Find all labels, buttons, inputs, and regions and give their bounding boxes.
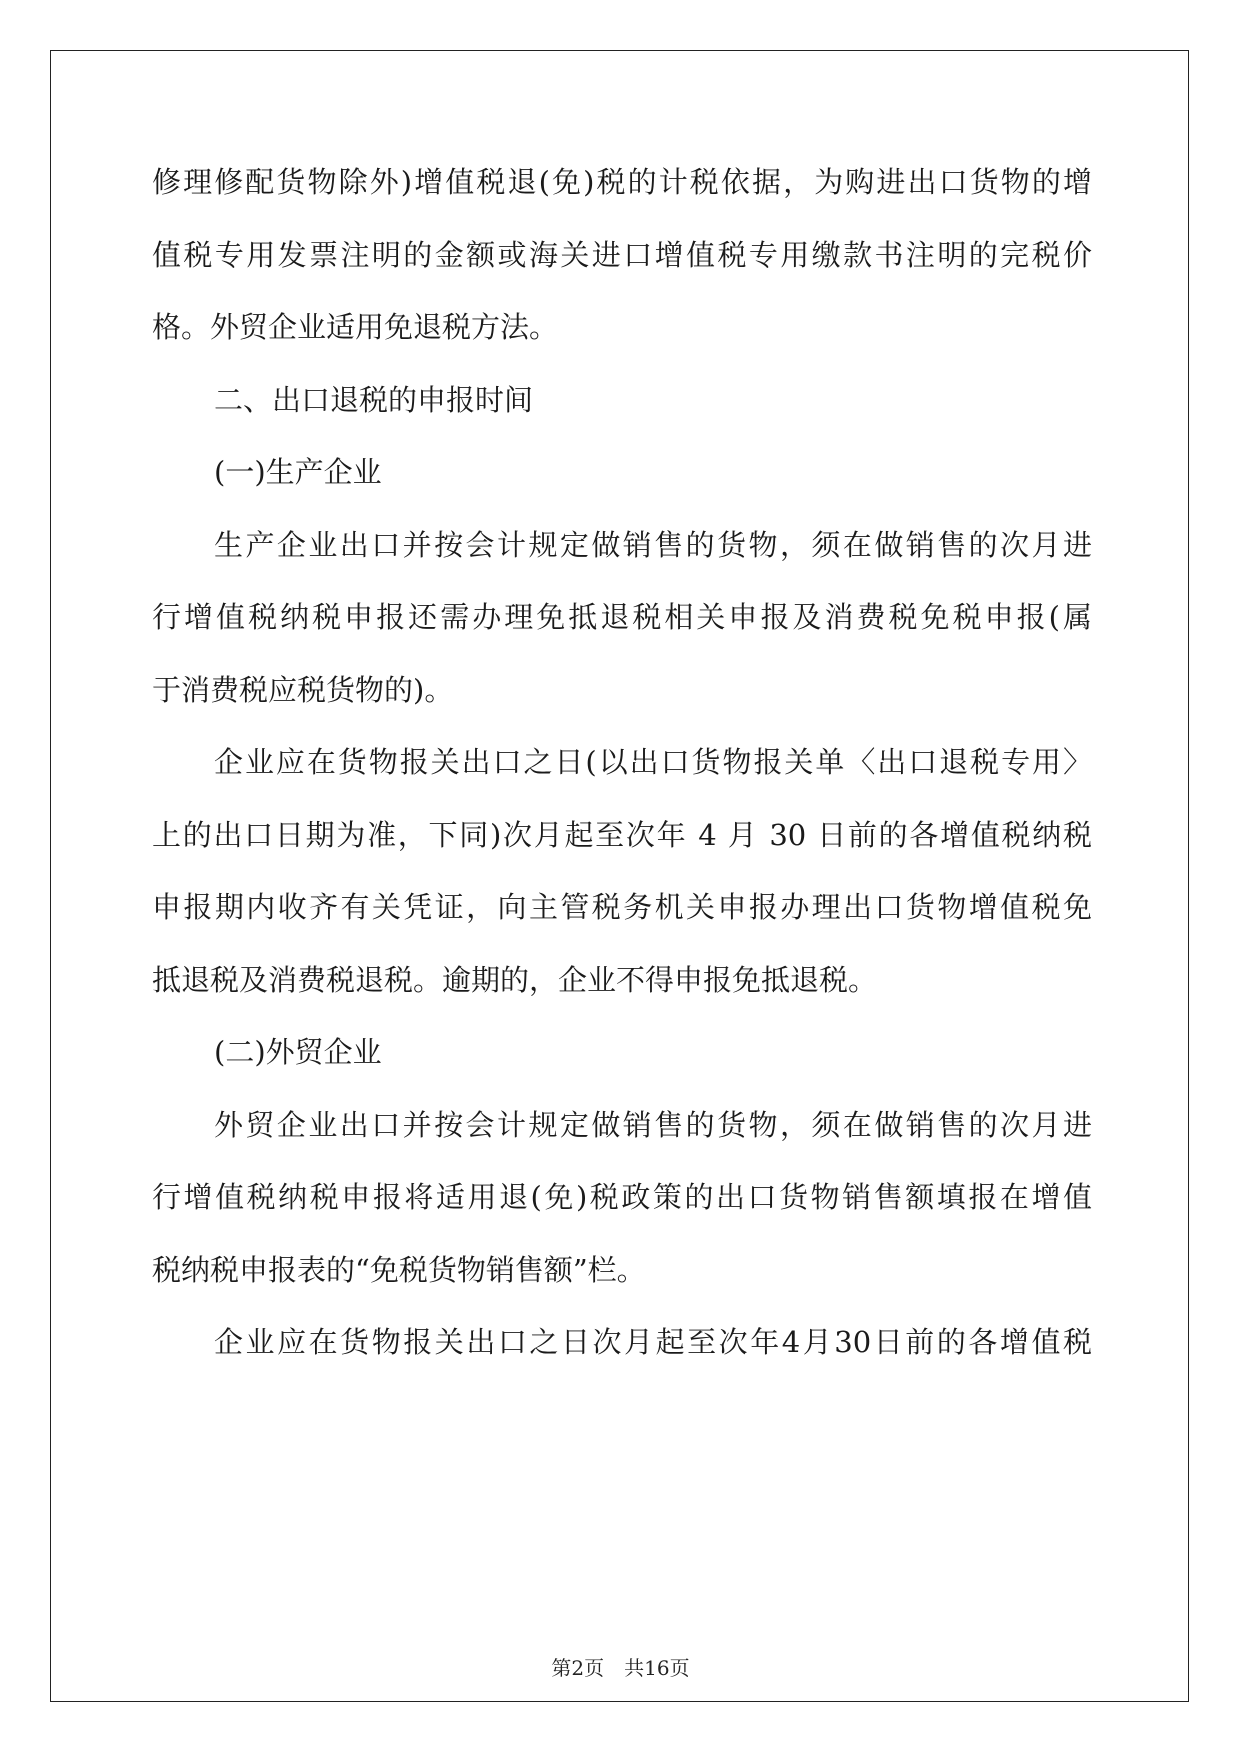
text-line: 行增值税纳税申报将适用退(免)税政策的出口货物销售额填报在增值 [152,1180,1092,1214]
document-body [152,162,1092,1395]
text-line: 上的出口日期为准，下同)次月起至次年 4 月 30 日前的各增值税纳税 [152,817,1092,852]
text-line: 生产企业出口并按会计规定做销售的货物，须在做销售的次月进 [214,527,1092,562]
text-line: (二)外贸企业 [214,1035,382,1069]
text-line: 企业应在货物报关出口之日次月起至次年4月30日前的各增值税 [214,1325,1092,1359]
text-line: 申报期内收齐有关凭证，向主管税务机关申报办理出口货物增值税免 [152,890,1092,924]
text-line: 行增值税纳税申报还需办理免抵退税相关申报及消费税免税申报(属 [152,600,1092,634]
text-line: 税纳税申报表的“免税货物销售额”栏。 [152,1252,646,1287]
text-line: 修理修配货物除外)增值税退(免)税的计税依据，为购进出口货物的增 [152,165,1092,199]
page-footer: 第2页 共16页 [551,1656,690,1680]
text-line: 二、出口退税的申报时间 [214,382,534,417]
text-line: 企业应在货物报关出口之日(以出口货物报关单〈出口退税专用〉 [214,745,1092,779]
text-line: 抵退税及消费税退税。逾期的，企业不得申报免抵退税。 [152,962,878,997]
text-line: (一)生产企业 [214,455,382,489]
text-line: 外贸企业出口并按会计规定做销售的货物，须在做销售的次月进 [214,1107,1092,1142]
text-line: 于消费税应税货物的)。 [152,672,454,707]
text-line: 格。外贸企业适用免退税方法。 [152,310,559,344]
text-line: 值税专用发票注明的金额或海关进口增值税专用缴款书注明的完税价 [152,237,1092,272]
